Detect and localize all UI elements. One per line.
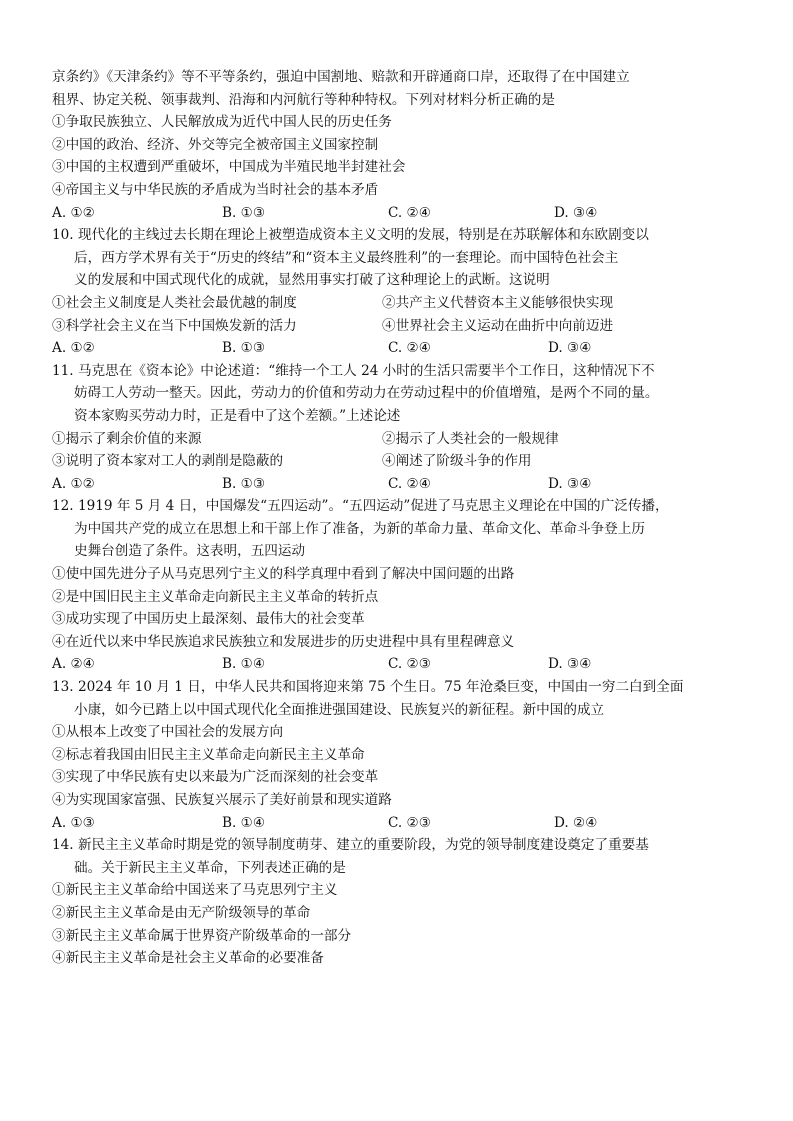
choice-c[interactable]: C. ②④ (388, 204, 431, 221)
question-13 (52, 676, 772, 834)
question-10-option-row (52, 292, 772, 315)
question-11-option: ②揭示了人类社会的一般规律 (382, 430, 559, 447)
question-10-stem-line: 义的发展和中国式现代化的成就，显然用事实打破了这种理论上的武断。这说明 (74, 272, 550, 289)
choice-c[interactable]: C. ②④ (388, 340, 431, 357)
choice-a[interactable]: A. ②④ (52, 656, 95, 673)
choice-b[interactable]: B. ①③ (222, 204, 266, 221)
question-11-stem-line: 11. 马克思在《资本论》中论述道：“维持一个工人 24 小时的生活只需要半个工作日，这种情况下不 (52, 362, 655, 379)
question-11-option: ①揭示了剩余价值的来源 (52, 430, 202, 447)
question-11-option: ③说明了资本家对工人的剥削是隐蔽的 (52, 453, 284, 470)
choice-a[interactable]: A. ①② (52, 340, 95, 357)
question-9-option: ①争取民族独立、人民解放成为近代中国人民的历史任务 (52, 114, 392, 131)
choice-c[interactable]: C. ②④ (388, 475, 431, 492)
question-13-choices (52, 812, 772, 835)
question-13-option: ①从根本上改变了中国社会的发展方向 (52, 724, 284, 741)
question-9 (52, 66, 772, 224)
question-12-choices (52, 653, 772, 676)
question-12-stem-line: 12. 1919 年 5 月 4 日，中国爆发“五四运动”。“五四运动”促进了马克思主义理论在中国的广泛传播， (52, 498, 669, 515)
choice-c[interactable]: C. ②③ (388, 814, 431, 831)
question-14-option: ③新民主主义革命属于世界资产阶级革命的一部分 (52, 927, 352, 944)
question-14-option: ①新民主主义革命给中国送来了马克思列宁主义 (52, 882, 338, 899)
question-14 (52, 834, 772, 970)
question-12-stem-line: 史舞台创造了条件。这表明，五四运动 (74, 543, 306, 560)
choice-d[interactable]: D. ③④ (548, 656, 592, 673)
choice-b[interactable]: B. ①③ (222, 475, 266, 492)
choice-b[interactable]: B. ①④ (222, 814, 266, 831)
question-13-option: ④为实现国家富强、民族复兴展示了美好前景和现实道路 (52, 792, 392, 808)
choice-b[interactable]: B. ①④ (222, 656, 266, 673)
question-11-choices (52, 473, 772, 496)
question-10-option: ①社会主义制度是人类社会最优越的制度 (52, 294, 297, 311)
choice-d[interactable]: D. ②④ (554, 814, 598, 831)
question-10-option: ③科学社会主义在当下中国焕发新的活力 (52, 317, 297, 334)
question-10 (52, 224, 772, 360)
question-10-option-row (52, 315, 772, 338)
question-9-stem-line: 京条约》《天津条约》等不平等条约，强迫中国割地、赔款和开辟通商口岸，还取得了在中国建立 (52, 69, 630, 85)
choice-d[interactable]: D. ③④ (548, 475, 592, 492)
question-14-option: ④新民主主义革命是社会主义革命的必要准备 (52, 950, 324, 967)
question-13-stem-line: 小康，如今已踏上以中国式现代化全面推进强国建设、民族复兴的新征程。新中国的成立 (74, 701, 605, 718)
question-12-option: ④在近代以来中华民族追求民族独立和发展进步的历史进程中具有里程碑意义 (52, 633, 515, 650)
question-10-stem-line: 后，西方学术界有关于“历史的终结”和“资本主义最终胜利”的一套理论。而中国特色社会主 (74, 249, 619, 266)
choice-b[interactable]: B. ①③ (222, 340, 266, 357)
question-9-stem-line: 租界、协定关税、领事裁判、沿海和内河航行等种种特权。下列对材料分析正确的是 (52, 91, 555, 108)
exam-page (52, 66, 772, 970)
question-11-stem-line: 妨碍工人劳动一整天。因此，劳动力的价值和劳动力在劳动过程中的价值增殖，是两个不同的量。 (74, 385, 659, 402)
question-9-option: ④帝国主义与中华民族的矛盾成为当时社会的基本矛盾 (52, 181, 379, 198)
question-10-stem-line: 10. 现代化的主线过去长期在理论上被塑造成资本主义文明的发展，特别是在苏联解体和东欧剧变以 (52, 227, 649, 244)
question-11-option-row (52, 428, 772, 451)
question-9-option: ③中国的主权遭到严重破坏，中国成为半殖民地半封建社会 (52, 159, 406, 176)
question-10-option: ②共产主义代替资本主义能够很快实现 (382, 294, 614, 311)
question-11 (52, 360, 772, 496)
question-14-stem-line: 14. 新民主主义革命时期是党的领导制度萌芽、建立的重要阶段，为党的领导制度建设奠定了重要基 (52, 837, 649, 854)
question-13-option: ②标志着我国由旧民主主义革命走向新民主主义革命 (52, 746, 365, 763)
question-12-option: ③成功实现了中国历史上最深刻、最伟大的社会变革 (52, 611, 365, 628)
question-10-choices (52, 337, 772, 360)
question-9-choices (52, 202, 772, 225)
question-13-option: ③实现了中华民族有史以来最为广泛而深刻的社会变革 (52, 769, 379, 786)
choice-d[interactable]: D. ③④ (554, 204, 598, 221)
question-9-option: ②中国的政治、经济、外交等完全被帝国主义国家控制 (52, 136, 379, 153)
question-11-stem-line: 资本家购买劳动力时，正是看中了这个差额。”上述论述 (74, 407, 401, 424)
choice-a[interactable]: A. ①③ (52, 814, 95, 831)
question-12 (52, 495, 772, 676)
choice-a[interactable]: A. ①② (52, 475, 95, 492)
question-14-stem-line: 础。关于新民主主义革命，下列表述正确的是 (74, 859, 346, 876)
choice-c[interactable]: C. ②③ (388, 656, 431, 673)
question-13-stem-line: 13. 2024 年 10 月 1 日，中华人民共和国将迎来第 75 个生日。75 年沧桑巨变，中国由一穷二白到全面 (52, 679, 684, 696)
question-12-option: ①使中国先进分子从马克思列宁主义的科学真理中看到了解决中国问题的出路 (52, 566, 515, 583)
choice-d[interactable]: D. ③④ (548, 340, 592, 357)
choice-a[interactable]: A. ①② (52, 204, 95, 221)
question-10-option: ④世界社会主义运动在曲折中向前迈进 (382, 317, 614, 334)
question-12-stem-line: 为中国共产党的成立在思想上和干部上作了准备，为新的革命力量、革命文化、革命斗争登上历 (74, 520, 645, 537)
question-12-option: ②是中国旧民主主义革命走向新民主主义革命的转折点 (52, 588, 379, 605)
question-14-option: ②新民主主义革命是由无产阶级领导的革命 (52, 904, 311, 921)
question-11-option-row (52, 450, 772, 473)
question-11-option: ④阐述了阶级斗争的作用 (382, 453, 532, 470)
